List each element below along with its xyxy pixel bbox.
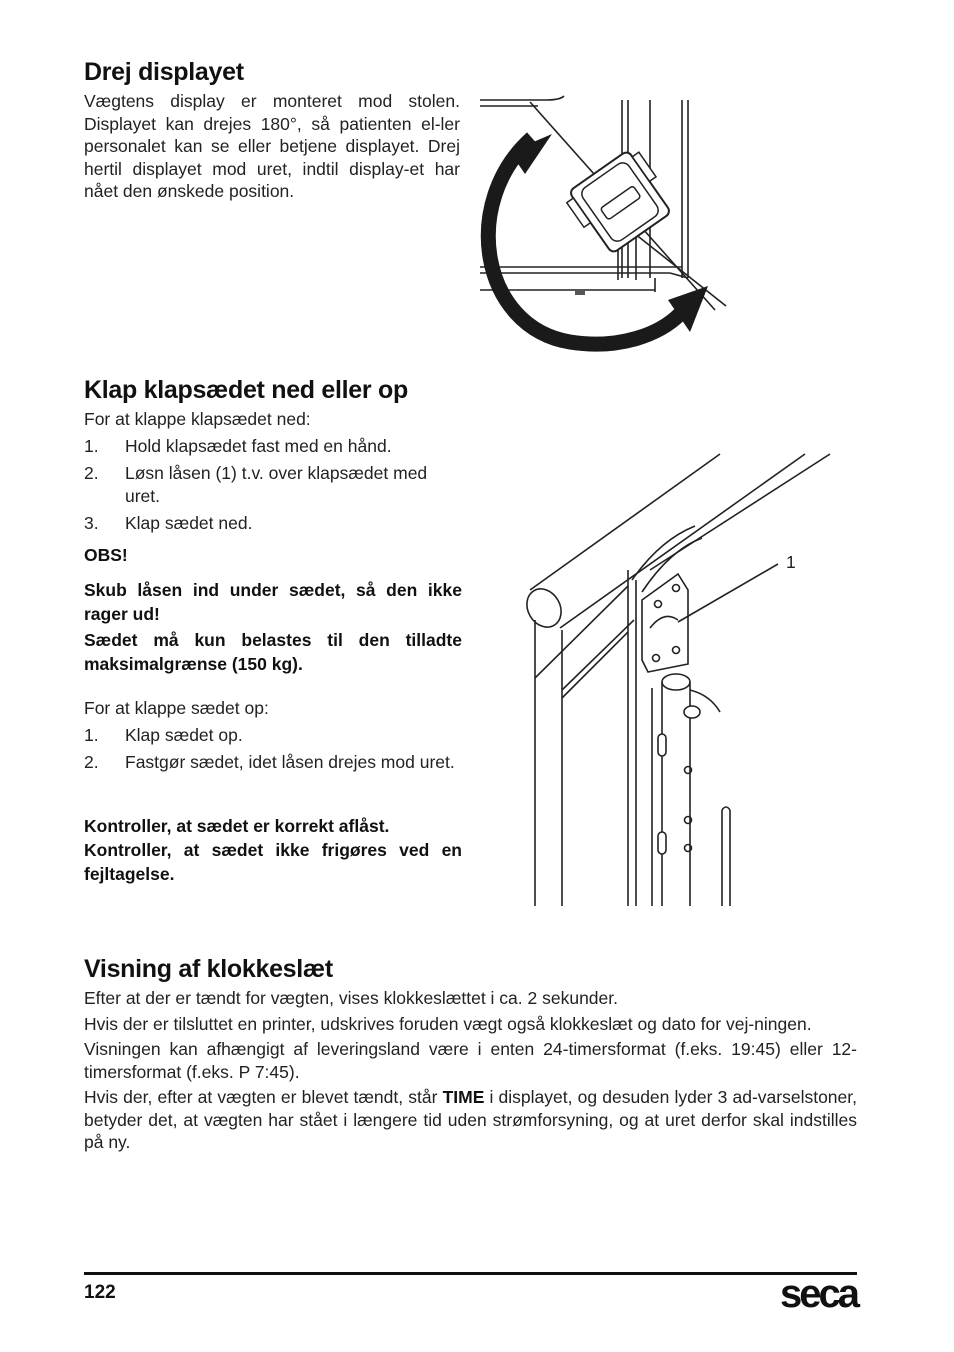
- step-text: Hold klapsædet fast med en hånd.: [125, 436, 392, 456]
- list-item: [84, 462, 462, 507]
- time-keyword: TIME: [442, 1087, 485, 1107]
- folding-seat-illustration: [520, 450, 840, 910]
- fold-up-intro: For at klappe sædet op:: [84, 698, 269, 718]
- check-not-released: Kontroller, at sædet ikke frigøres ved en fejltagelse.: [84, 840, 462, 884]
- fold-down-intro: For at klappe klapsædet ned:: [84, 409, 311, 429]
- list-item: [84, 751, 462, 774]
- fold-down-steps: [84, 435, 462, 539]
- step-number: 2.: [84, 752, 99, 772]
- rotate-display-body: Vægtens display er monteret mod stolen. Displayet kan drejes 180°, så patienten el-ler personalet kan se eller betjene displayet. Drej hertil displayet mod uret, indtil display-et har nået den ønskede position.: [84, 91, 460, 201]
- list-item: [84, 724, 462, 747]
- step-number: 2.: [84, 463, 99, 483]
- step-text: Fastgør sædet, idet låsen drejes mod uret.: [125, 752, 455, 772]
- page-number: 122: [84, 1282, 116, 1303]
- obs-warning-max-load: Sædet må kun belastes til den tilladte maksimalgrænse (150 kg).: [84, 630, 462, 674]
- clock-display-body: [84, 987, 857, 1154]
- clock-para-1: Efter at der er tændt for vægten, vises klokkeslættet i ca. 2 sekunder.: [84, 988, 618, 1008]
- step-number: 1.: [84, 725, 99, 745]
- seca-logo: seca: [780, 1272, 857, 1316]
- clock-para-3: Visningen kan afhængigt af leveringsland være i enten 24-timersformat (f.eks. 19:45) eller 12-timersformat (f.eks. P 7:45).: [84, 1039, 857, 1082]
- section-title-clock-display: Visning af klokkeslæt: [84, 955, 333, 983]
- section-title-rotate-display: Drej displayet: [84, 58, 244, 86]
- section-title-folding-seat: Klap klapsædet ned eller op: [84, 376, 408, 404]
- list-item: [84, 512, 462, 535]
- footer-divider: [84, 1272, 857, 1275]
- step-text: Klap sædet ned.: [125, 512, 253, 533]
- fold-up-steps: [84, 724, 462, 778]
- step-number: 1.: [84, 436, 99, 456]
- clock-para-4-end: i displayet, og desuden lyder 3 ad-varselstoner, betyder det, at vægten har stået i længere tid uden strømforsyning, og at uret derfor skal indstilles på ny.: [84, 1087, 858, 1152]
- clock-para-4: [84, 1086, 857, 1154]
- step-text: Løsn låsen (1) t.v. over klapsædet med uret.: [125, 463, 428, 506]
- clock-para-2: Hvis der er tilsluttet en printer, udskrives foruden vægt også klokkeslæt og dato for vej-ningen.: [84, 1013, 812, 1034]
- callout-label-lock: 1: [786, 552, 796, 572]
- display-rotation-illustration: [470, 92, 740, 360]
- check-locked: Kontroller, at sædet er korrekt aflåst.: [84, 816, 390, 836]
- obs-warning-push-lock: Skub låsen ind under sædet, så den ikke rager ud!: [84, 580, 462, 624]
- obs-heading: OBS!: [84, 545, 128, 565]
- step-number: 3.: [84, 512, 99, 533]
- step-text: Klap sædet op.: [125, 725, 243, 745]
- clock-para-4-start: Hvis der, efter at vægten er blevet tændt, står: [84, 1087, 443, 1107]
- list-item: [84, 435, 462, 458]
